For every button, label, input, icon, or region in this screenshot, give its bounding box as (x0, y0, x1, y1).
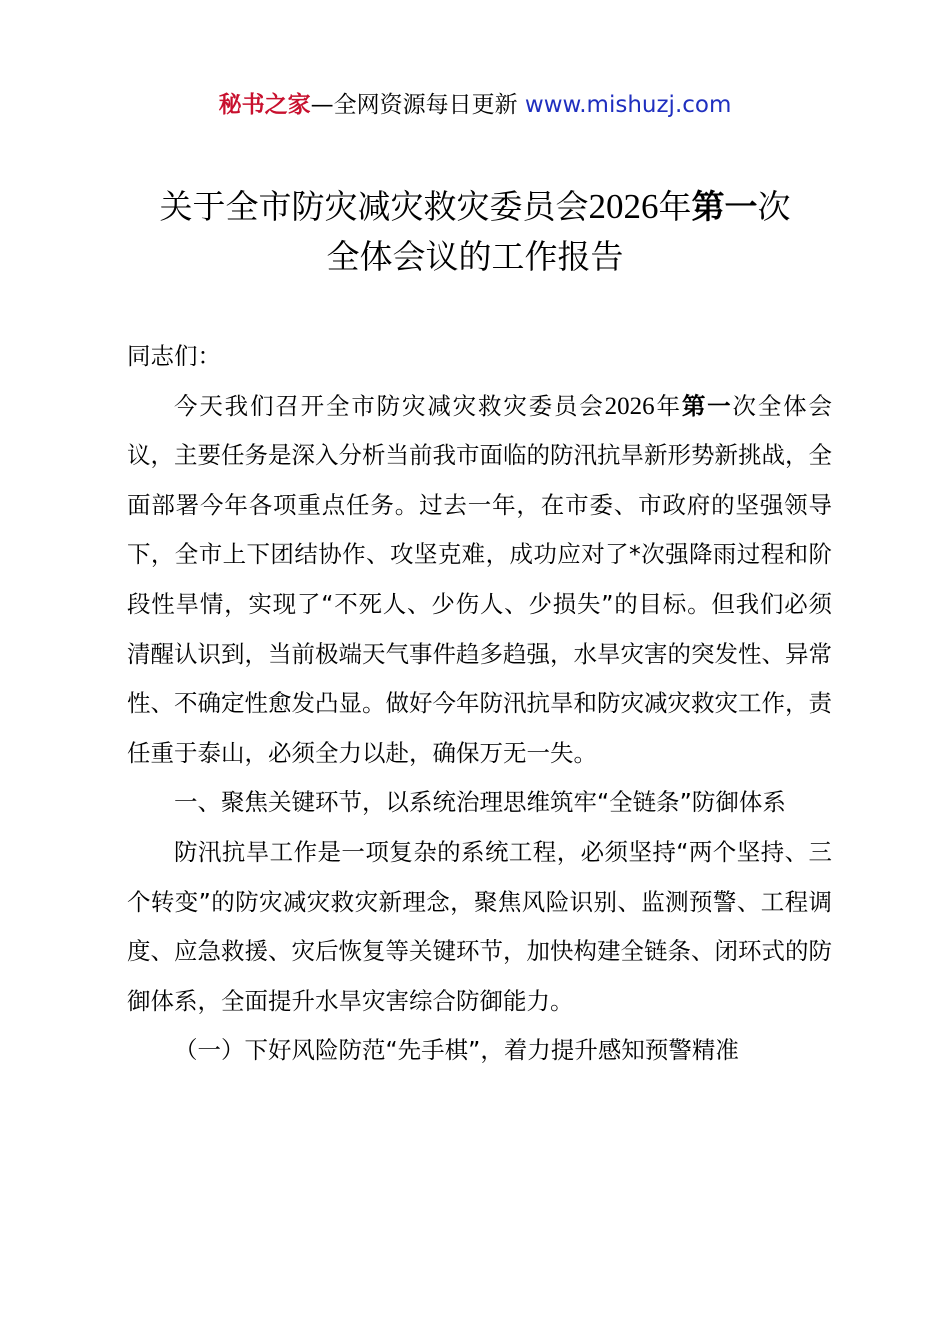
section-1-paragraph: 防汛抗旱工作是一项复杂的系统工程，必须坚持“两个坚持、三个转变”的防灾减灾救灾新理念，聚焦风险识别、监测预警、工程调度、应急救援、灾后恢复等关键环节，加快构建全链条、闭环式的防御体系，全面提升水旱灾害综合防御能力。 (127, 837, 832, 1015)
title-line-2: 全体会议的工作报告 (326, 237, 624, 276)
intro-paragraph (127, 382, 832, 779)
salutation: 同志们： (127, 342, 221, 370)
document-title (0, 182, 950, 282)
brand-name: 秘书之家 (218, 92, 311, 118)
intro-text-b: 年 (654, 391, 682, 420)
title-year: 2026 (588, 187, 659, 226)
intro-text-c: 次全体会议，主要任务是深入分析当前我市面临的防汛抗旱新形势新挑战，全面部署今年各项重点任务。过去一年，在市委、市政府的坚强领导下，全市上下团结协作、攻坚克难，成功应对了*次强降雨过程和阶段性旱情，实现了“不死人、少伤人、少损失”的目标。但我们必须清醒认识到，当前极端天气事件趋多趋强，水旱灾害的突发性、异常性、不确定性愈发凸显。做好今年防汛抗旱和防灾减灾救灾工作，责任重于泰山，必须全力以赴，确保万无一失。 (127, 391, 833, 767)
title-text-a: 关于全市防灾减灾救灾委员会 (159, 187, 589, 226)
title-line-1 (0, 182, 950, 232)
title-text-b: 年 (658, 187, 692, 226)
intro-bold-text: 第一 (681, 391, 733, 420)
intro-text-a: 今天我们召开全市防灾减灾救灾委员会 (174, 391, 605, 420)
site-header (0, 90, 950, 120)
section-1-heading: 一、聚焦关键环节，以系统治理思维筑牢“全链条”防御体系 (174, 788, 786, 817)
intro-year: 2026 (604, 392, 655, 420)
title-text-c: 次 (757, 187, 791, 226)
document-body (127, 332, 832, 1076)
header-tagline: —全网资源每日更新 (310, 92, 525, 118)
subsection-1-heading: （一）下好风险防范“先手棋”，着力提升感知预警精准 (174, 1036, 739, 1065)
title-bold-text: 第一 (691, 187, 758, 226)
site-url-link[interactable]: www.mishuzj.com (524, 92, 732, 118)
